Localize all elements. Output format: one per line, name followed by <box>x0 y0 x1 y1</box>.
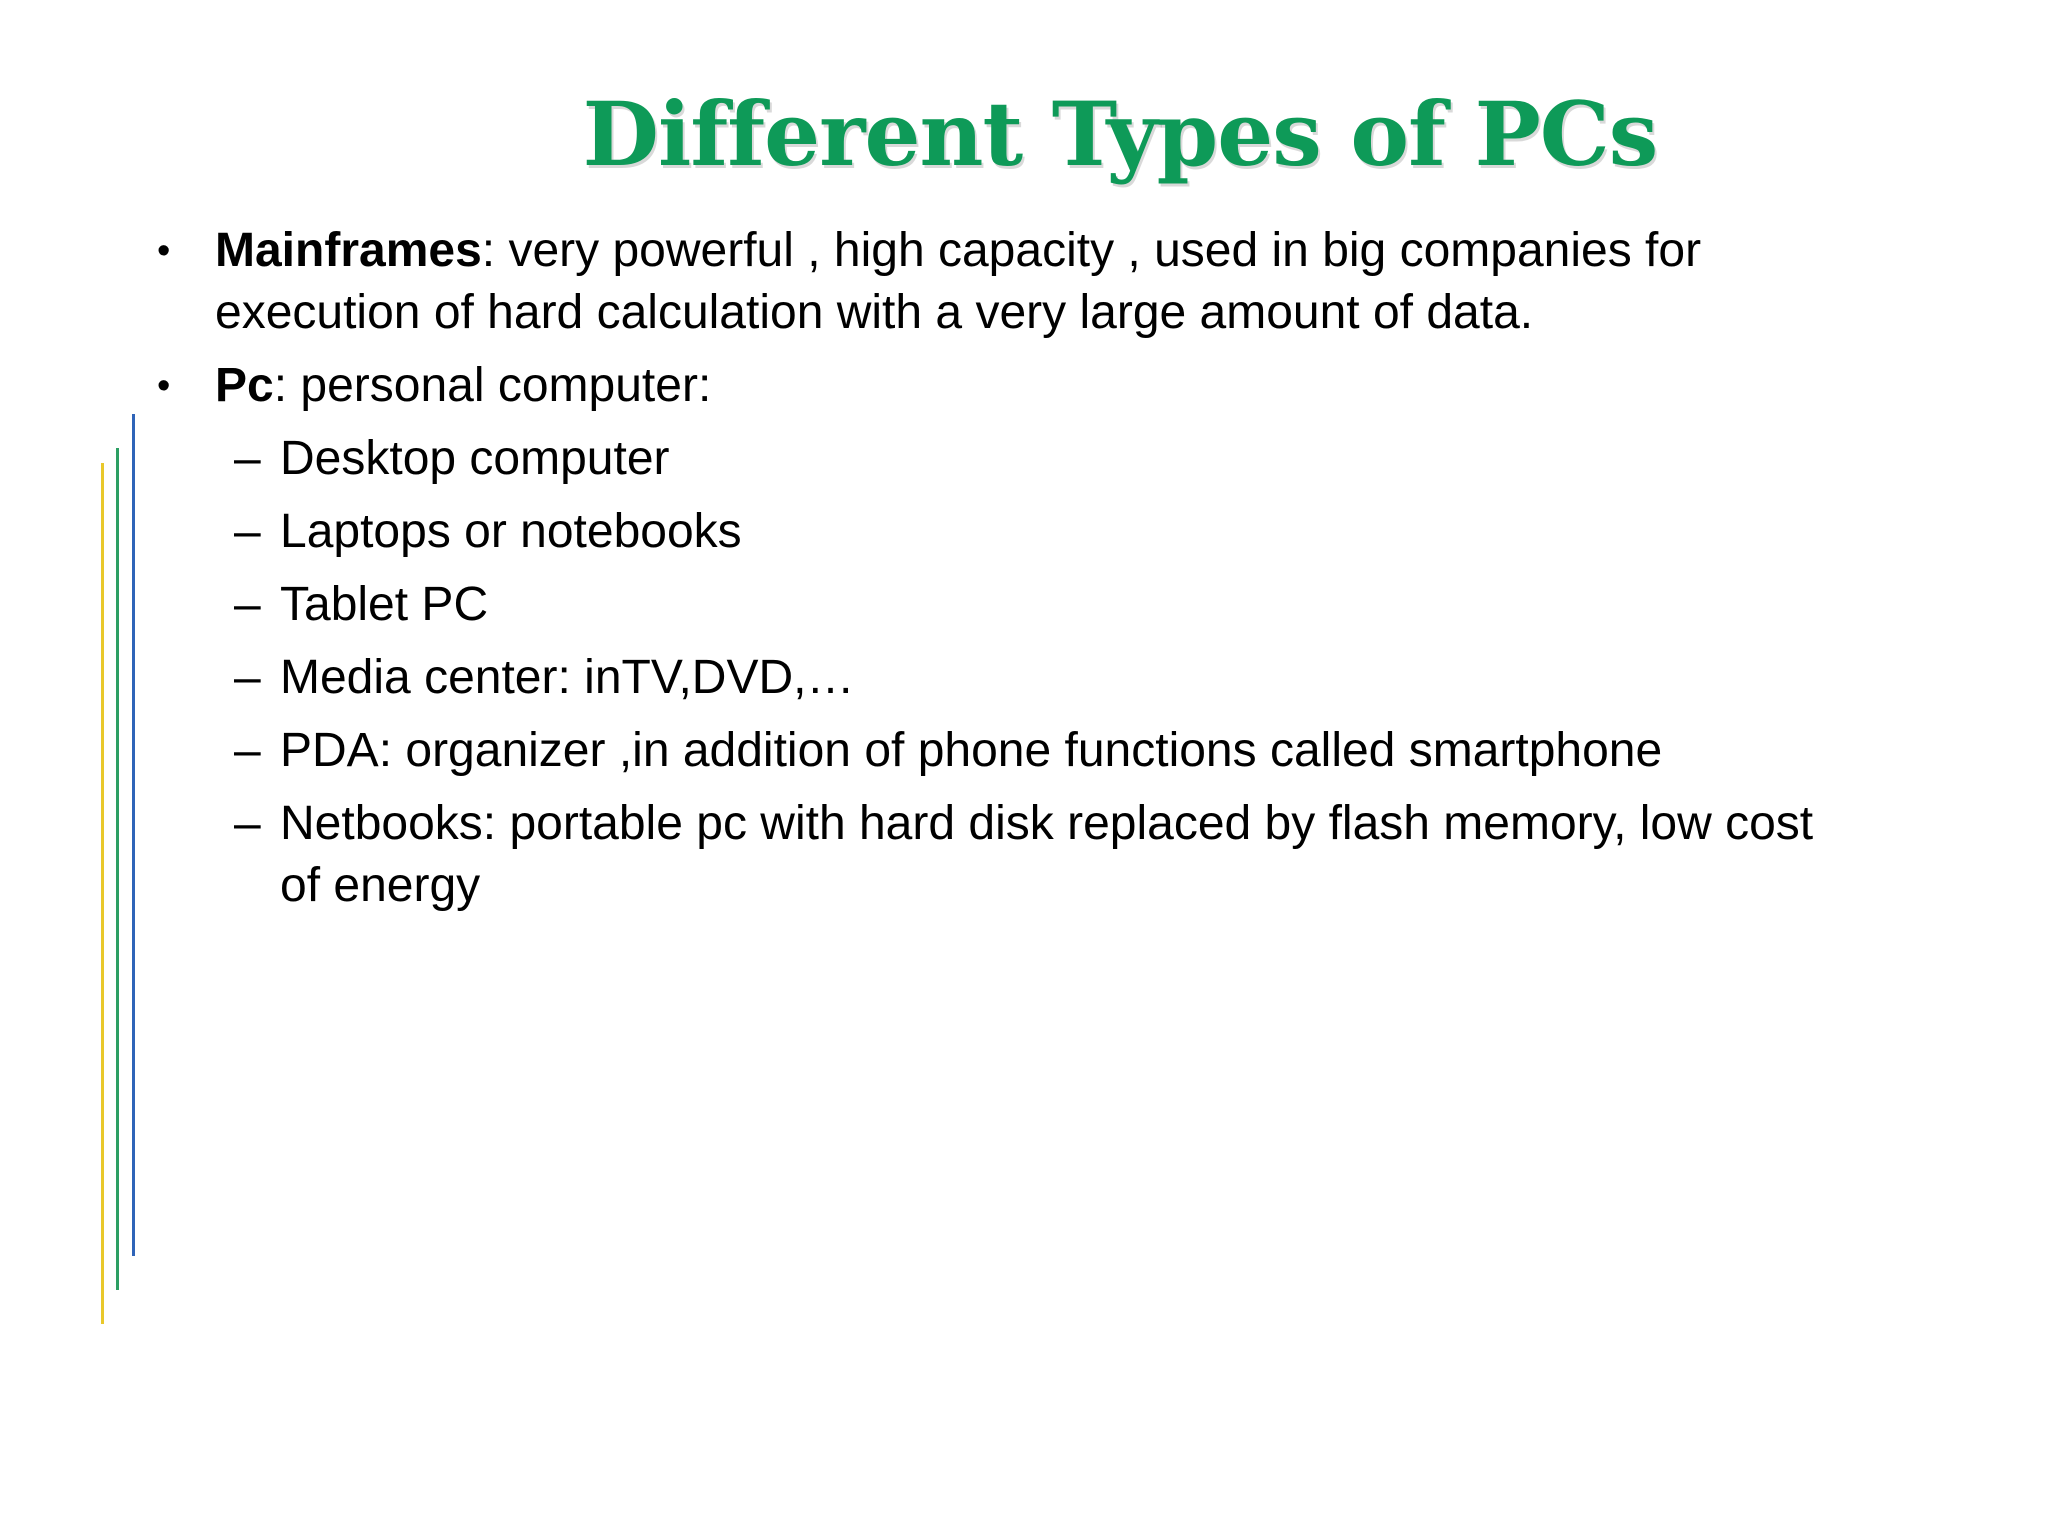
subitem-line-2: of energy <box>280 859 481 912</box>
dash-marker: – <box>234 651 261 704</box>
dash-marker: – <box>234 724 261 777</box>
subitem-text: Tablet PC <box>280 578 489 631</box>
dash-marker: – <box>234 505 261 558</box>
subitem-text: Laptops or notebooks <box>280 505 742 558</box>
slide-title: Different Types of PCs <box>582 82 1658 186</box>
bullet-term: Mainframes <box>215 224 482 277</box>
subitem-line-1: Netbooks: portable pc with hard disk replaced by flash memory, low cost <box>280 797 1814 850</box>
dash-marker: – <box>234 797 261 850</box>
bullet-text <box>215 220 1955 344</box>
dash-marker: – <box>234 432 261 485</box>
bullet-marker: • <box>157 365 171 407</box>
bullet-line-1: : very powerful , high capacity , used in big companies for <box>481 224 1702 277</box>
subitem-text: Desktop computer <box>280 432 670 485</box>
bullet-line-2: execution of hard calculation with a very large amount of data. <box>215 286 1534 339</box>
subitem-text <box>280 793 1813 917</box>
bullet-line-1: : personal computer: <box>273 359 712 412</box>
bullet-text <box>215 355 1955 417</box>
bullet-marker: • <box>157 230 171 272</box>
subitem-text: PDA: organizer ,in addition of phone functions called smartphone <box>280 724 1663 777</box>
subitem-text: Media center: inTV,DVD,… <box>280 651 855 704</box>
dash-marker: – <box>234 578 261 631</box>
bullet-term: Pc <box>215 359 274 412</box>
